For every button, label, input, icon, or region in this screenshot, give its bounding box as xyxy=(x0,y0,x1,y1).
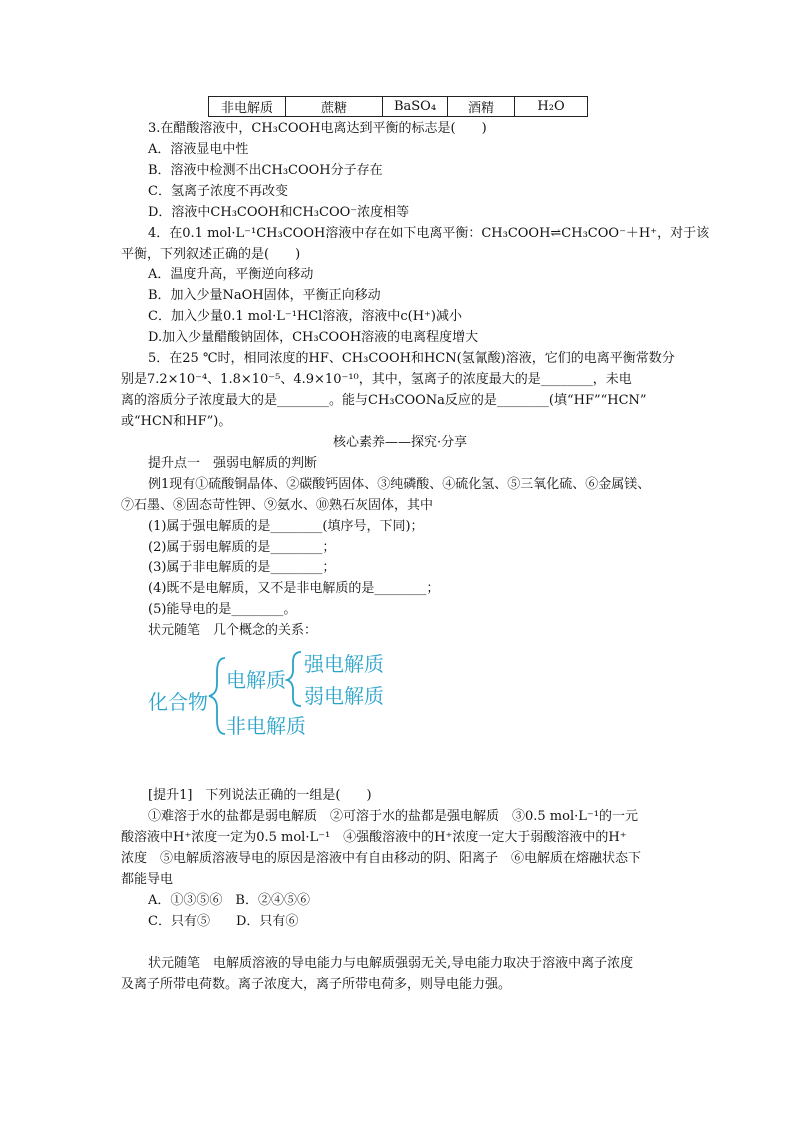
point1-heading: 提升点一 强弱电解质的判断 xyxy=(148,456,318,471)
q3-option-a: A．溶液显电中性 xyxy=(148,142,249,157)
note-conductivity-line2: 及离子所带电荷数。离子浓度大，离子所带电荷多，则导电能力强。 xyxy=(121,977,512,992)
example1-sub2: (2)属于弱电解质的是________； xyxy=(148,540,336,555)
note-concepts: 状元随笔 几个概念的关系： xyxy=(148,623,318,638)
q3-option-d: D．溶液中CH₃COOH和CH₃COO⁻浓度相等 xyxy=(148,205,410,220)
section-title: 核心素养——探究·分享 xyxy=(333,435,468,450)
table-row xyxy=(209,97,588,117)
electrolyte-table xyxy=(208,96,588,117)
q3-stem: 3.在醋酸溶液中，CH₃COOH电离达到平衡的标志是( ) xyxy=(148,121,487,136)
diagram-leaf-strong: 强电解质 xyxy=(304,652,384,676)
table-cell: H₂O xyxy=(515,97,588,117)
diagram-braces xyxy=(205,650,305,740)
boost1-line3: 浓度 ⑤电解质溶液导电的原因是溶液中有自由移动的阴、阳离子 ⑥电解质在熔融状态下 xyxy=(121,851,642,866)
q4-stem-line2: 平衡，下列叙述正确的是( ) xyxy=(121,247,301,262)
q4-stem-line1: 4．在0.1 mol·L⁻¹CH₃COOH溶液中存在如下电离平衡：CH₃COOH⇌CH₃COO⁻＋H⁺，对于该 xyxy=(148,226,710,241)
q5-line3: 离的溶质分子浓度最大的是________。能与CH₃COONa反应的是________(填“HF”“HCN” xyxy=(121,393,647,408)
table-cell: 非电解质 xyxy=(209,97,286,117)
q3-option-c: C．氢离子浓度不再改变 xyxy=(148,184,288,199)
q4-option-d: D.加入少量醋酸钠固体，CH₃COOH溶液的电离程度增大 xyxy=(148,330,479,345)
boost1-line2: 酸溶液中H⁺浓度一定为0.5 mol·L⁻¹ ④强酸溶液中的H⁺浓度一定大于弱酸溶液中的H⁺ xyxy=(121,830,627,845)
diagram-branch-nonelectrolyte: 非电解质 xyxy=(226,714,306,738)
boost1-line4: 都能导电 xyxy=(121,872,174,887)
q5-line4: 或“HCN和HF”)。 xyxy=(121,414,232,429)
q5-line1: 5．在25 ℃时，相同浓度的HF、CH₃COOH和HCN(氢氰酸)溶液，它们的电离平衡常数分 xyxy=(148,351,675,366)
q4-option-a: A．温度升高，平衡逆向移动 xyxy=(148,267,314,282)
q4-option-c: C．加入少量0.1 mol·L⁻¹HCl溶液，溶液中c(H⁺)减小 xyxy=(148,309,462,324)
table-cell: BaSO₄ xyxy=(383,97,448,117)
example1-sub4: (4)既不是电解质，又不是非电解质的是________； xyxy=(148,581,440,596)
example1-sub5: (5)能导电的是________。 xyxy=(148,602,297,617)
boost1-line1: ①难溶于水的盐都是弱电解质 ②可溶于水的盐都是强电解质 ③0.5 mol·L⁻¹的一元 xyxy=(148,809,638,824)
example1-sub1: (1)属于强电解质的是________(填序号，下同)； xyxy=(148,519,424,534)
boost1-options-cd: C．只有⑤ D．只有⑥ xyxy=(148,914,299,929)
boost1-options-ab: A．①③⑤⑥ B．②④⑤⑥ xyxy=(148,893,310,908)
q3-option-b: B．溶液中检测不出CH₃COOH分子存在 xyxy=(148,163,383,178)
boost1-stem: [提升1] 下列说法正确的一组是( ) xyxy=(148,788,372,803)
table-cell: 酒精 xyxy=(448,97,515,117)
q5-line2: 别是7.2×10⁻⁴、1.8×10⁻⁵、4.9×10⁻¹⁰，其中，氢离子的浓度最大的是________，未电 xyxy=(121,372,632,387)
diagram-root: 化合物 xyxy=(148,690,208,714)
example1-sub3: (3)属于非电解质的是________； xyxy=(148,560,336,575)
q4-option-b: B．加入少量NaOH固体，平衡正向移动 xyxy=(148,288,381,303)
note-conductivity-line1: 状元随笔 电解质溶液的导电能力与电解质强弱无关,导电能力取决于溶液中离子浓度 xyxy=(148,956,634,971)
diagram-branch-electrolyte: 电解质 xyxy=(226,668,286,692)
table-cell: 蔗糖 xyxy=(286,97,383,117)
diagram-leaf-weak: 弱电解质 xyxy=(304,684,384,708)
example1-line1: 例1现有①硫酸铜晶体、②碳酸钙固体、③纯磷酸、④硫化氢、⑤三氧化硫、⑥金属镁、 xyxy=(148,477,651,492)
example1-line2: ⑦石墨、⑧固态苛性钾、⑨氨水、⑩熟石灰固体，其中 xyxy=(121,498,434,513)
